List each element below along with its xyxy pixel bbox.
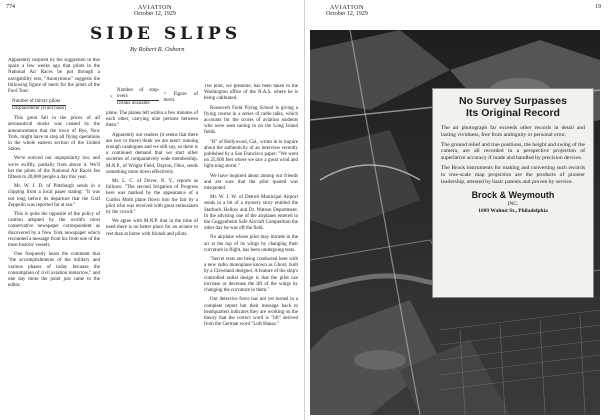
paragraph: We're noticed our unpopularity too, and we're swiftly, partially from above it. We'll bet the pilots of the National Air Races fan fifteen to 20,000 people a day this year. <box>8 156 100 181</box>
paragraph: Mr. W. J. D. of Pittsburgh sends in a clipping from a local paper stating: "It was not long before its departure that the Graf Zeppelin was reported far at sea." <box>8 184 100 208</box>
formula-denominator-left: Displacement (Fluid basis) <box>12 106 66 112</box>
formula-fraction-mid <box>117 88 160 107</box>
right-header-date: October 12, 1929 <box>326 11 368 17</box>
ad-company-suffix: INC. <box>507 201 519 208</box>
ad-headline-line-2: Its Original Record <box>466 107 560 119</box>
formula-numerator-mid: Number of stop-overs <box>116 88 160 99</box>
formula-numerator-left: Number of thirsty pilots <box>12 99 66 106</box>
right-page-number: 19 <box>595 4 601 10</box>
paragraph: Apparently our readers (it seems that there are two or three) think we are aren't running enough catalogues and we still say, so there is a continued demand that we start other societies of comparatively wide membership. M.N.P., of Wright Field, Dayton, Ohio, sends something more down effectively. <box>106 132 198 175</box>
paragraph: One frequently hears the comment that "the accomplishments of the military and various phases of today because the consumption of civil aviation tomorrow," and one day more the point just came to the editor. <box>8 252 100 289</box>
article-byline: By Robert R. Osborn <box>130 46 185 53</box>
formula-continued <box>110 88 198 107</box>
article-title-block <box>90 24 290 53</box>
paragraph: Our detective force has not yet turned in a complete report but their message back to headquarters indicates they are working on the theory that the correct word is "lift" derived from the German word "Luft Hansa." <box>204 297 298 328</box>
ad-headline-line-1: No Survey Surpasses <box>459 95 567 107</box>
ad-address: 1609 Walnut St., Philadelphia <box>478 208 548 215</box>
left-page-number: 774 <box>6 4 15 10</box>
paragraph: The pilot, we presume, has been taken to the Washington office of the N.A.S. where he is being calibrated. <box>204 84 298 102</box>
figure-of-merit-formula <box>12 99 100 112</box>
brock-weymouth-advertisement <box>432 88 594 298</box>
right-running-header <box>307 4 387 18</box>
ad-headline <box>441 95 585 119</box>
paragraph: This great fall in the prices of all aeronautical stocks was caused by the announcement that the town of Rye, New York, might have to stop all flying operations in the whole eastern section of the United States. <box>8 116 100 153</box>
paragraph: We agree with M.N.P. that in the time of need there is no better place for an aviator to rest than at home with friends and pilots. <box>106 219 198 237</box>
paragraph: Mr. L. C. of Dover, N. Y., reports as follows: "The second Irrigation of Progress here was marked by the appearance of a Curtiss Moth plane flown into the fair by a pilot who was received with great enthusiasm by the crowd." <box>106 179 198 216</box>
article-title: SIDE SLIPS <box>90 24 242 44</box>
paragraph: Apparently inspired by the suggestion in this space a few weeks ago that pilots in the National Air Races be put through a navigability test, "Anonymous" suggests the following figure of merit for the pilots of the Ford Tour: <box>8 58 100 95</box>
formula-denominator-mid: Drinks available <box>116 101 150 106</box>
formula-result: = Figure of merit. <box>163 91 198 103</box>
left-header-title: AVIATION <box>137 4 173 11</box>
paragraph: Roosevelt Field Flying School is giving a flying course in a series of radio talks, which accounts for the scores of aviation students who were seen tuning in on the Long Island fields. <box>204 105 298 136</box>
paragraph: Mr. W. J. W. of Detroit Municipal Airport sends in a bit of a mystery story entitled the Starbuck Hollow and Dr. Watson Department. In the advising one of the airplanes entered in the Guggenheim Safe Aircraft Competition the other day he was off the field. <box>204 195 298 232</box>
paragraph: No airplane whose pilot may intrude in the air at the top of its wings by changing their curvature in flight, has been undergoing tests. <box>204 235 298 253</box>
left-column <box>8 58 100 413</box>
paragraph: We have inquired about among our friends and are sure that the pilot quoted was misquoted. <box>204 173 298 192</box>
ad-paragraph: The Brock instruments for making and converting such records to true-scale map projection are the products of pioneer leadership, attested by basic patents and proven by service. <box>441 164 585 185</box>
paragraph: plane. The planes left within a few minutes of each other, carrying nine persons between them." <box>106 111 198 129</box>
formula-times: × <box>110 94 113 100</box>
paragraph: This is quite the opposite of the policy of caution adopted by the world's most conservative newspaper correspondent as discovered by a New York newspaper which recounted a message from his from one of the most historic vessels. <box>8 212 100 249</box>
formula-fraction-left <box>12 99 66 112</box>
ad-body <box>441 125 585 185</box>
paragraph: "B" of Hollywood, Cal., writes in to inquire about the authenticity of an interview recently published by a San Francisco paper: "We went on 25,000 feet where we saw a great wind and light-ning storm." <box>204 139 298 170</box>
middle-column <box>106 84 198 413</box>
right-column <box>204 84 298 413</box>
left-header-date: October 12, 1929 <box>134 11 176 17</box>
ad-paragraph: The air photograph far exceeds other records in detail and lasting vividness, free from ambiguity or personal error. <box>441 125 585 138</box>
paragraph: "Secret tests are being conducted here with a new radio monoplane known as Ghost, built by a Cleveland designer. A feature of the ship's controlled radial design is that the pilot can increase or decrease the lift of the wings by changing the curvature in them." <box>204 257 298 294</box>
left-running-header <box>110 4 200 18</box>
ad-paragraph: The ground relief and true positions, the height and swing of the camera, are all recorded in a perspective projection of superlative accuracy if made and handled by precision devices. <box>441 141 585 162</box>
right-header-title: AVIATION <box>329 4 365 11</box>
ad-company-name: Brock & Weymouth <box>471 190 555 201</box>
